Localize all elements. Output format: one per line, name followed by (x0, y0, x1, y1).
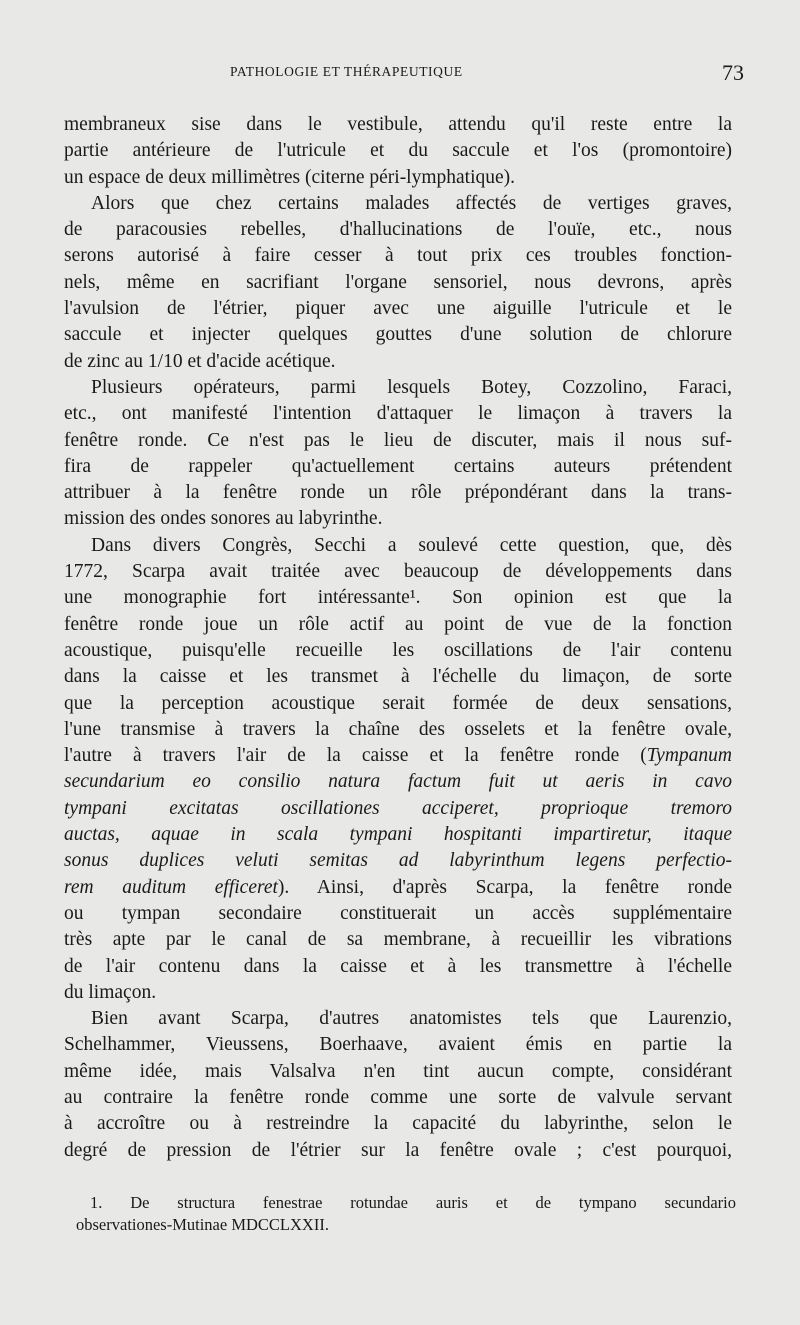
text-line (64, 243, 732, 269)
text-line (64, 428, 732, 454)
text-line (64, 1085, 732, 1111)
text-line (64, 612, 732, 638)
text-line (64, 848, 732, 874)
text-segment: Schelhammer, Vieussens, Boerhaave, avaient émis en partie la (64, 1034, 732, 1056)
running-head: PATHOLOGIE ET THÉRAPEUTIQUE (230, 64, 463, 79)
text-line (64, 875, 732, 901)
text-segment: l'autre à travers l'air de la caisse et la fenêtre ronde ( (64, 745, 647, 767)
text-line (64, 822, 732, 848)
text-line (64, 506, 732, 532)
text-line (64, 533, 732, 559)
text-line (64, 322, 732, 348)
text-line (64, 112, 732, 138)
text-segment: un espace de deux millimètres (citerne péri-lymphatique). (64, 166, 516, 188)
italic-text: Tympanum (646, 745, 732, 767)
text-line (64, 1032, 732, 1058)
text-segment: partie antérieure de l'utricule et du saccule et l'os (promontoire) (64, 140, 732, 162)
text-line (64, 1006, 732, 1032)
page-number: 73 (722, 60, 744, 85)
footnote-line: observationes-Mutinae MDCCLXXII. (76, 1215, 329, 1234)
text-segment: degré de pression de l'étrier sur la fenêtre ovale ; c'est pourquoi, (64, 1139, 732, 1161)
text-segment: membraneux sise dans le vestibule, attendu qu'il reste entre la (64, 114, 732, 135)
text-line (64, 296, 732, 322)
text-segment: de zinc au 1/10 et d'acide acétique. (64, 350, 336, 372)
text-segment: de l'air contenu dans la caisse et à les transmettre à l'échelle (64, 955, 732, 977)
text-segment: saccule et injecter quelques gouttes d'une solution de chlorure (64, 324, 732, 346)
text-line (64, 743, 732, 769)
text-segment: ou tympan secondaire constituerait un accès supplémentaire (64, 902, 732, 924)
text-segment: fenêtre ronde joue un rôle actif au point de vue de la fonction (64, 613, 732, 635)
text-segment: fenêtre ronde. Ce n'est pas le lieu de discuter, mais il nous suf- (64, 429, 732, 451)
text-line (64, 980, 732, 1006)
text-line (64, 927, 732, 953)
text-line (64, 638, 732, 664)
text-line (64, 796, 732, 822)
text-line (64, 138, 732, 164)
text-segment: acoustique, puisqu'elle recueille les oscillations de l'air contenu (64, 639, 732, 661)
text-line (64, 717, 732, 743)
text-line (64, 1059, 732, 1085)
text-segment: 1772, Scarpa avait traitée avec beaucoup de développements dans (64, 561, 732, 583)
text-segment: au contraire la fenêtre ronde comme une sorte de valvule servant (64, 1086, 732, 1108)
text-line (64, 769, 732, 795)
italic-text: tympani excitatas oscillationes acciperet, proprioque tremoro (64, 797, 732, 819)
text-segment: attribuer à la fenêtre ronde un rôle prépondérant dans la trans- (64, 482, 732, 504)
text-line (64, 217, 732, 243)
text-line (64, 664, 732, 690)
text-segment: Bien avant Scarpa, d'autres anatomistes tels que Laurenzio, (91, 1008, 732, 1030)
text-segment: du limaçon. (64, 981, 157, 1003)
text-segment: fira de rappeler qu'actuellement certains auteurs prétendent (64, 455, 732, 477)
text-segment: que la perception acoustique serait formée de deux sensations, (64, 692, 732, 714)
text-segment: nels, même en sacrifiant l'organe sensoriel, nous devrons, après (64, 271, 732, 293)
page-header (60, 60, 744, 88)
text-line (64, 559, 732, 585)
italic-text: sonus duplices veluti semitas ad labyrinthum legens perfectio- (64, 850, 732, 872)
text-segment: Alors que chez certains malades affectés de vertiges graves, (91, 192, 732, 214)
italic-text: secundarium eo consilio natura factum fuit ut aeris in cavo (64, 771, 732, 793)
text-line (64, 954, 732, 980)
text-line (64, 375, 732, 401)
text-segment: ). Ainsi, d'après Scarpa, la fenêtre ronde (277, 876, 732, 898)
text-line (64, 454, 732, 480)
text-line (64, 901, 732, 927)
text-segment: mission des ondes sonores au labyrinthe. (64, 508, 383, 530)
body-text (64, 112, 732, 1164)
text-segment: très apte par le canal de sa membrane, à recueillir les vibrations (64, 929, 732, 951)
text-segment: même idée, mais Valsalva n'en tint aucun compte, considérant (64, 1060, 732, 1082)
text-line (64, 270, 732, 296)
text-line (64, 1111, 732, 1137)
text-segment: Plusieurs opérateurs, parmi lesquels Botey, Cozzolino, Faraci, (91, 376, 732, 398)
text-segment: de paracousies rebelles, d'hallucinations de l'ouïe, etc., nous (64, 219, 732, 241)
text-line (64, 349, 732, 375)
text-line (64, 191, 732, 217)
text-line (64, 1138, 732, 1164)
text-line (64, 585, 732, 611)
italic-text: auctas, aquae in scala tympani hospitanti impartiretur, itaque (64, 824, 732, 846)
text-segment: l'avulsion de l'étrier, piquer avec une aiguille l'utricule et le (64, 298, 732, 320)
text-segment: etc., ont manifesté l'intention d'attaquer le limaçon à travers la (64, 403, 732, 425)
text-line (64, 480, 732, 506)
text-line (64, 691, 732, 717)
text-segment: dans la caisse et les transmet à l'échelle du limaçon, de sorte (64, 666, 732, 688)
text-line (64, 165, 732, 191)
footnote-line: 1. De structura fenestrae rotundae auris et de tympano secundario (90, 1193, 736, 1212)
text-segment: une monographie fort intéressante¹. Son opinion est que la (64, 587, 732, 609)
text-segment: à accroître ou à restreindre la capacité du labyrinthe, selon le (64, 1113, 732, 1135)
footnote (76, 1192, 736, 1236)
text-line (64, 401, 732, 427)
text-segment: l'une transmise à travers la chaîne des osselets et la fenêtre ovale, (64, 718, 732, 740)
text-segment: serons autorisé à faire cesser à tout prix ces troubles fonction- (64, 245, 732, 267)
text-segment: Dans divers Congrès, Secchi a soulevé cette question, que, dès (91, 534, 732, 556)
italic-text: rem auditum efficeret (64, 876, 278, 898)
